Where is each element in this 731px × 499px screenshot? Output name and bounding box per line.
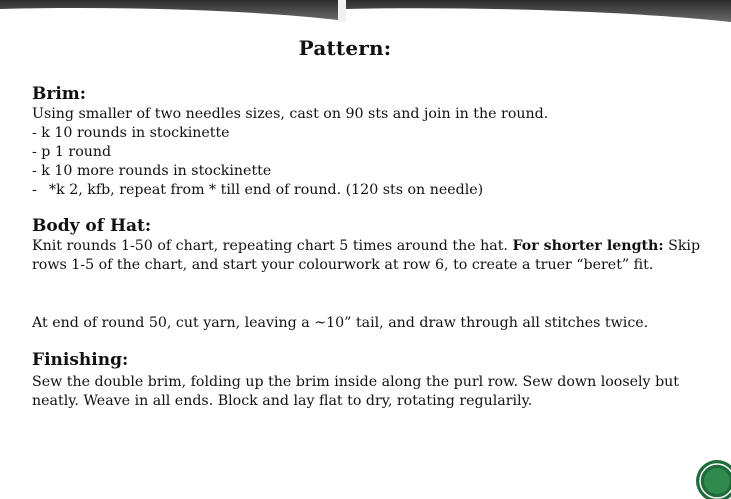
body-end-text: At end of round 50, cut yarn, leaving a ~10” tail, and draw through all stitches twice. xyxy=(32,315,649,331)
brim-bullet-text: *k 2, kfb, repeat from * till end of round. (120 sts on needle) xyxy=(49,182,484,198)
page-title: Pattern: xyxy=(298,36,392,60)
brim-intro: Using smaller of two needles sizes, cast on 90 sts and join in the round. xyxy=(32,106,549,122)
bullet-dash: - xyxy=(32,182,37,198)
brim-step: - p 1 round xyxy=(32,144,112,160)
header-decoration xyxy=(0,0,731,26)
body-text-2: Skip rows 1-5 of the chart, and start your colourwork at row 6, to create a truer “beret” fit. xyxy=(32,238,701,273)
shorter-length-label: For shorter length: xyxy=(512,238,664,254)
brim-heading: Brim: xyxy=(32,84,87,104)
body-text-1: Knit rounds 1-50 of chart, repeating chart 5 times around the hat. xyxy=(32,238,513,254)
finishing-heading: Finishing: xyxy=(32,350,129,370)
body-heading: Body of Hat: xyxy=(32,216,152,236)
brim-step: - k 10 more rounds in stockinette xyxy=(32,163,272,179)
brim-bullet xyxy=(32,181,483,200)
body-paragraph xyxy=(32,237,712,275)
finishing-paragraph: Sew the double brim, folding up the brim inside along the purl row. Sew down loosely but neatly. Weave in all ends. Block and lay flat to dry, rotating regularily. xyxy=(32,374,679,409)
brim-step: - k 10 rounds in stockinette xyxy=(32,125,230,141)
publisher-logo xyxy=(695,459,731,499)
